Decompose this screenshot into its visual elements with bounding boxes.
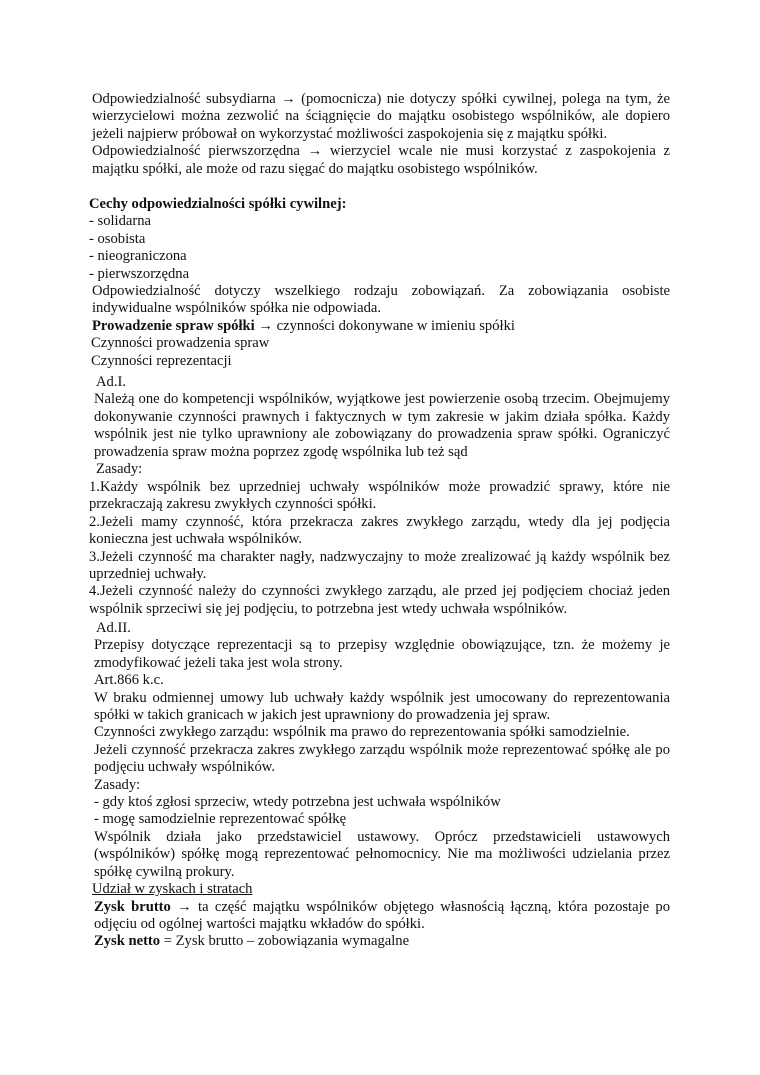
label-ad2: Ad.II. [96,620,131,636]
line-czynnosci-reprezentacji: Czynności reprezentacji [91,352,232,369]
paragraph-art-866: W braku odmiennej umowy lub uchwały każdy wspólnik jest umocowany do reprezentowania spółki w takich granicach w jakich jest uprawniony do prowadzenia jej spraw. [94,689,670,724]
paragraph-zobowiazania: Odpowiedzialność dotyczy wszelkiego rodzaju zobowiązań. Za zobowiązania osobiste indywidualne wspólników spółka nie odpowiada. [92,283,670,317]
text-block-ad2 [92,620,670,951]
definition-zysk-netto: = Zysk brutto – zobowiązania wymagalne [160,933,410,950]
paragraph-przedstawiciel: Wspólnik działa jako przedstawiciel ustawowy. Oprócz przedstawicieli ustawowych (wspólników) spółkę mogą reprezentować pełnomocnicy. Nie ma możliwości udzielania przez spółkę cywilną prokury. [94,828,670,880]
label-art-866: Art.866 k.c. [94,672,164,689]
term-zysk-netto: Zysk netto [94,933,161,950]
line-czynnosci-prowadzenia: Czynności prowadzenia spraw [91,335,270,352]
heading-prowadzenie [89,318,670,335]
label-zasady-1: Zasady: [96,461,143,478]
term-zysk-brutto: Zysk brutto [94,898,171,915]
rule-2: 2.Jeżeli mamy czynność, która przekracza zakres zwykłego zarządu, wtedy dla jej podjęcia konieczna jest uchwała wspólników. [89,513,670,548]
list-item: - nieograniczona [89,248,187,265]
list-item: - pierwszorzędna [89,265,190,282]
text-block-1 [92,91,670,178]
label-ad1: Ad.I. [96,374,126,390]
list-item: - solidarna [89,213,152,230]
paragraph-zysk-brutto [92,899,670,934]
paragraph-pierwszorzedna: Odpowiedzialność pierwszorzędna → wierzyciel wcale nie musi korzystać z zaspokojenia z majątku spółki, ale może od razu sięgać do majątku osobistego wspólników. [92,143,670,177]
paragraph-przepisy: Przepisy dotyczące reprezentacji są to przepisy względnie obowiązujące, tzn. że możemy je zmodyfikować jeżeli taka jest wola strony. [94,637,670,671]
paragraph-zysk-netto [92,933,670,950]
rule-4: 4.Jeżeli czynność należy do czynności zwykłego zarządu, ale przed jej podjęciem chociaż jeden wspólnik sprzeciwi się jej podjęciu, to potrzebna jest wtedy uchwała wspólników. [89,583,670,617]
heading-udzial: Udział w zyskach i stratach [92,881,253,898]
list-item: - mogę samodzielnie reprezentować spółkę [94,811,347,828]
paragraph-kompetencje: Należą one do kompetencji wspólników, wyjątkowe jest powierzenie osobą trzecim. Obejmujemy dokonywanie czynności prawnych i faktycznych w tym zakresie w jakim działa spółka. Każdy wspólnik jest nie tylko uprawniony ale zobowiązany do prowadzenia spraw spółki. Ograniczyć prowadzenia spraw można poprzez zgodę wspólnika lub też sąd [94,391,670,460]
text-block-cechy [89,196,670,370]
paragraph-przekracza-zarzad: Jeżeli czynność przekracza zakres zwykłego zarządu wspólnik może reprezentować spółkę ale po podjęciu uchwały wspólników. [94,741,670,776]
heading-prowadzenie-bold: Prowadzenie spraw spółki [92,317,255,334]
heading-prowadzenie-rest: → czynności dokonywane w imieniu spółki [254,317,515,334]
list-item: - gdy ktoś zgłosi sprzeciw, wtedy potrzebna jest uchwała wspólników [94,794,501,811]
list-item: - osobista [89,230,146,247]
text-block-zasady-list [89,479,670,618]
text-block-ad1 [92,374,670,478]
paragraph-subsydiarna: Odpowiedzialność subsydiarna → (pomocnicza) nie dotyczy spółki cywilnej, polega na tym, że wierzycielowi można zezwolić na ściągnięcie do majątku osobistego wspólników, ale dopiero jeżeli najpierw próbował on wykorzystać możliwości zaspokojenia się z majątku spółki. [92,91,670,142]
rule-3: 3.Jeżeli czynność ma charakter nagły, nadzwyczajny to może zrealizować ją każdy wspólnik bez uprzedniej uchwały. [89,548,670,583]
definition-zysk-brutto: → ta część majątku wspólników objętego własnością łączną, która pozostaje po odjęciu od ogólnej wartości majątku wkładów do spółki. [94,898,670,932]
rule-1: 1.Każdy wspólnik bez uprzedniej uchwały wspólników może prowadzić sprawy, które nie przekraczają zakresu zwykłych czynności spółki. [89,479,670,513]
heading-cechy: Cechy odpowiedzialności spółki cywilnej: [89,196,347,212]
label-zasady-2: Zasady: [94,776,141,793]
paragraph-zwykly-zarzad: Czynności zwykłego zarządu: wspólnik ma prawo do reprezentowania spółki samodzielnie. [94,724,630,741]
